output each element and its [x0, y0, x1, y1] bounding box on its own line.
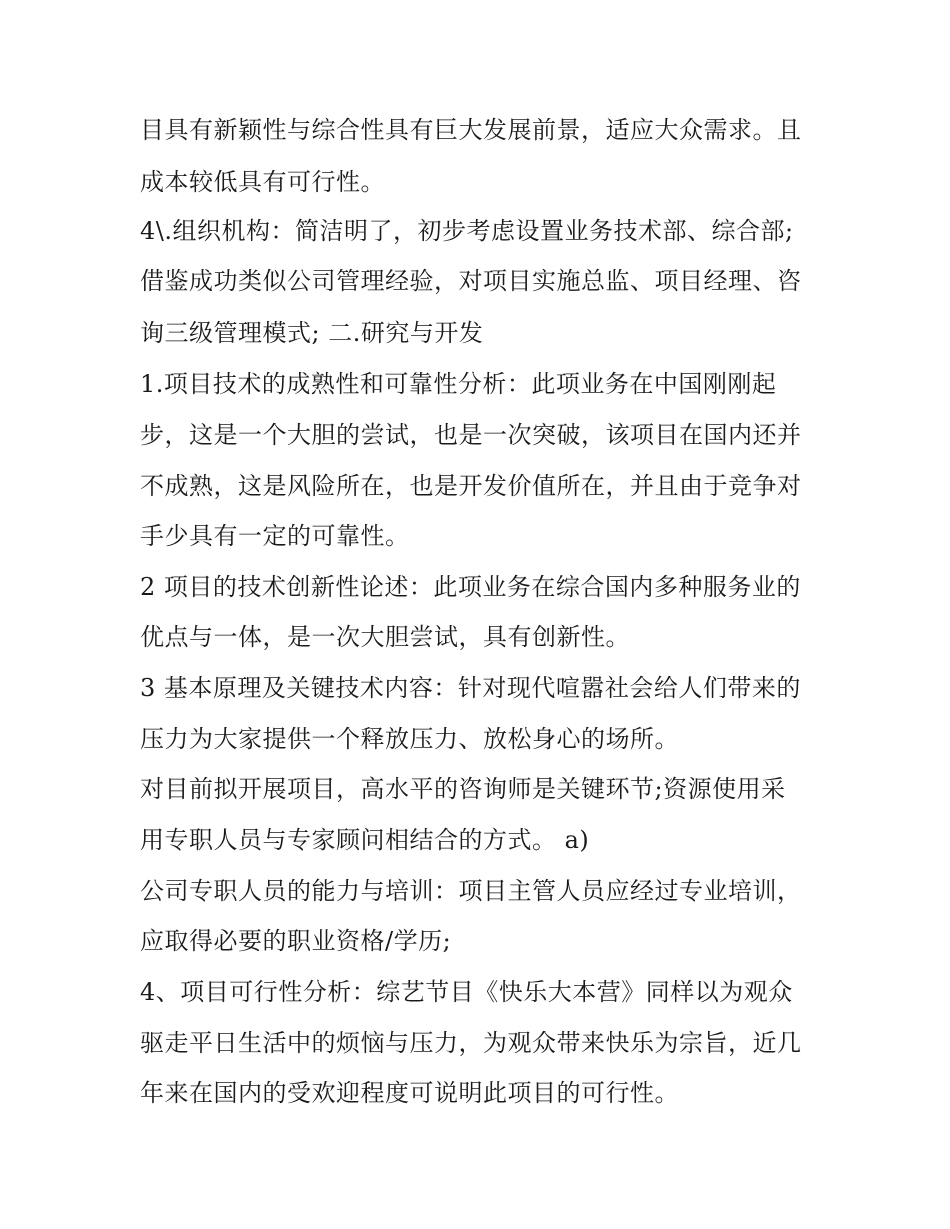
text-line: 驱走平日生活中的烦恼与压力，为观众带来快乐为宗旨，近几 — [140, 1029, 802, 1057]
text-line: 3 基本原理及关键技术内容：针对现代喧嚣社会给人们带来的 — [140, 674, 801, 702]
text-line: 成本较低具有可行性。 — [140, 168, 385, 196]
text-line: 优点与一体，是一次大胆尝试，具有创新性。 — [140, 623, 630, 651]
text-line: 不成熟，这是风险所在，也是开发价值所在，并且由于竞争对 — [140, 472, 802, 500]
text-line: 借鉴成功类似公司管理经验，对项目实施总监、项目经理、咨 — [140, 267, 802, 295]
text-line: 2 项目的技术创新性论述：此项业务在综合国内多种服务业的 — [140, 573, 801, 601]
text-line: 1.项目技术的成熟性和可靠性分析：此项业务在中国刚刚起 — [140, 370, 777, 398]
text-line: 公司专职人员的能力与培训：项目主管人员应经过专业培训， — [140, 877, 802, 905]
text-line: 4、项目可行性分析：综艺节目《快乐大本营》同样以为观众 — [140, 978, 793, 1006]
text-line: 应取得必要的职业资格/学历; — [140, 927, 452, 955]
text-line: 手少具有一定的可靠性。 — [140, 522, 410, 550]
text-line: 压力为大家提供一个释放压力、放松身心的场所。 — [140, 725, 679, 753]
text-line: 目具有新颖性与综合性具有巨大发展前景，适应大众需求。且 — [140, 116, 802, 144]
text-line: 4\.组织机构：简洁明了，初步考虑设置业务技术部、综合部; — [140, 217, 794, 245]
text-line: 对目前拟开展项目，高水平的咨询师是关键环节;资源使用采 — [140, 775, 786, 803]
text-line: 询三级管理模式; 二.研究与开发 — [140, 319, 484, 347]
text-line: 步，这是一个大胆的尝试，也是一次突破，该项目在国内还并 — [140, 421, 802, 449]
text-line: 用专职人员与专家顾问相结合的方式。 a) — [140, 826, 590, 854]
text-line: 年来在国内的受欢迎程度可说明此项目的可行性。 — [140, 1079, 679, 1107]
